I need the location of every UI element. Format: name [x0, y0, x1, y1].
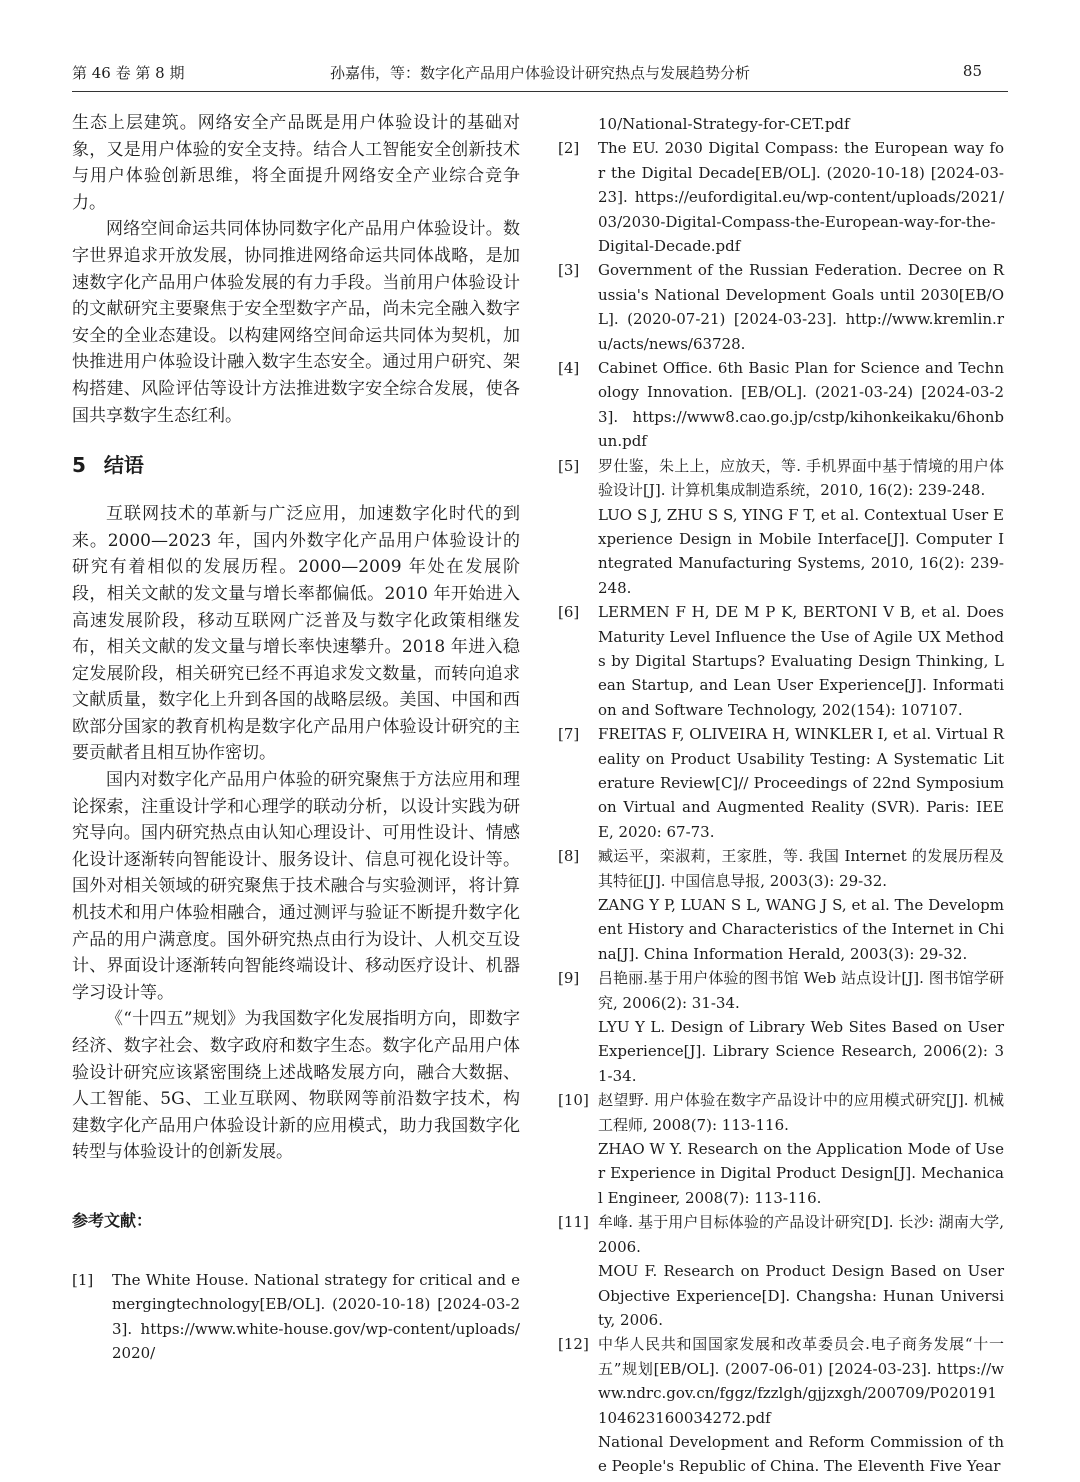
header-rule [72, 91, 1008, 92]
reference-item [558, 844, 1004, 966]
reference-item [558, 1332, 1004, 1478]
reference-text-en: ZHAO W Y. Research on the Application Mode of User Experience in Digital Product Design[J]. Mechanical Engineer, 2008(7): 113-116. [598, 1140, 1004, 1207]
reference-item [558, 1088, 1004, 1210]
reference-number: [7] [558, 725, 580, 744]
reference-item [558, 1210, 1004, 1332]
left-column [72, 110, 520, 1366]
reference-item [558, 258, 1004, 356]
reference-number: [12] [558, 1335, 589, 1354]
reference-text [598, 454, 1004, 600]
reference-item [558, 722, 1004, 844]
reference-text [598, 600, 1004, 722]
reference-item [558, 966, 1004, 1088]
reference-item [558, 600, 1004, 722]
page-number: 85 [962, 62, 982, 80]
reference-text-zh: 中华人民共和国国家发展和改革委员会.电子商务发展“十一五”规划[EB/OL]. (2007-06-01) [2024-03-23]. https://www.ndrc.gov.cn/fggz/fzzlgh/gjjzxgh/200709/P020191104623160034272.pdf [598, 1335, 1004, 1427]
reference-text [598, 966, 1004, 1088]
reference-text [598, 1332, 1004, 1478]
reference-text-en: Cabinet Office. 6th Basic Plan for Science and Technology Innovation. [EB/OL]. (2021-03-24) [2024-03-23]. https://www8.cao.go.jp/cstp/kihonkeikaku/6honbun.pdf [598, 359, 1004, 451]
reference-number: [1] [72, 1270, 94, 1289]
reference-text-zh: 赵望野. 用户体验在数字产品设计中的应用模式研究[J]. 机械工程师, 2008(7): 113-116. [598, 1091, 1004, 1134]
reference-text-en: LYU Y L. Design of Library Web Sites Based on User Experience[J]. Library Science Research, 2006(2): 31-34. [598, 1018, 1004, 1085]
reference-text-en: Government of the Russian Federation. Decree on Russia's National Development Goals until 2030[EB/OL]. (2020-07-21) [2024-03-23]. http://www.kremlin.ru/acts/news/63728. [598, 261, 1004, 353]
reference-text-en: ZANG Y P, LUAN S L, WANG J S, et al. The Development History and Characteristics of the Internet in China[J]. China Information Herald, 2003(3): 29-32. [598, 896, 1004, 963]
reference-text-zh: 罗仕鉴，朱上上，应放天，等. 手机界面中基于情境的用户体验设计[J]. 计算机集成制造系统，2010, 16(2): 239-248. [598, 456, 1004, 500]
journal-volume-issue: 第 46 卷 第 8 期 [72, 64, 185, 82]
reference-number: [4] [558, 359, 580, 378]
section-heading [72, 451, 520, 479]
reference-continuation: 10/National-Strategy-for-CET.pdf [598, 115, 850, 133]
paragraph: 互联网技术的革新与广泛应用，加速数字化时代的到来。2000—2023 年，国内外数字化产品用户体验设计的研究有着相似的发展历程。2000—2009 年处在发展阶段，相关文献的发文量与增长率都偏低。2010 年开始进入高速发展阶段，移动互联网广泛普及与数字化政策相继发布，相关文献的发文量与增长率快速攀升。2018 年进入稳定发展阶段，相关研究已经不再追求发文数量，而转向追求文献质量，数字化上升到各国的战略层级。美国、中国和西欧部分国家的教育机构是数字化产品用户体验设计研究的主要贡献者且相互协作密切。 [72, 504, 520, 764]
reference-text-en: National Development and Reform Commission of the People's Republic of China. The Eleventh Five Year [598, 1432, 1004, 1476]
paragraph: 《“十四五”规划》为我国数字化发展指明方向，即数字经济、数字社会、数字政府和数字生态。数字化产品用户体验设计研究应该紧密围绕上述战略发展方向，融合大数据、人工智能、5G、工业互联网、物联网等前沿数字技术，构建数字化产品用户体验设计新的应用模式，助力我国数字化转型与体验设计的创新发展。 [72, 1009, 520, 1163]
reference-number: [5] [558, 456, 580, 475]
reference-number: [3] [558, 261, 580, 280]
reference-text-zh: 吕艳丽.基于用户体验的图书馆 Web 站点设计[J]. 图书馆学研究, 2006(2): 31-34. [598, 969, 1004, 1012]
paragraph: 网络空间命运共同体协同数字化产品用户体验设计。数字世界追求开放发展，协同推进网络命运共同体战略，是加速数字化产品用户体验发展的有力手段。当前用户体验设计的文献研究主要聚焦于安全型数字产品，尚未完全融入数字安全的全业态建设。以构建网络空间命运共同体为契机，加快推进用户体验设计融入数字生态安全。通过用户研究、架构搭建、风险评估等设计方法推进数字安全综合发展，使各国共享数字生态红利。 [72, 219, 520, 426]
section-title: 结语 [103, 453, 144, 478]
reference-text [598, 136, 1004, 258]
reference-number: [11] [558, 1213, 589, 1232]
reference-list [558, 136, 1004, 1478]
section-number: 5 [72, 453, 86, 478]
reference-text-en: MOU F. Research on Product Design Based on User Objective Experience[D]. Changsha: Hunan University, 2006. [598, 1262, 1004, 1329]
paragraph: 生态上层建筑。网络安全产品既是用户体验设计的基础对象，又是用户体验的安全支持。结合人工智能安全创新技术与用户体验创新思维，将全面提升网络安全产业综合竞争力。 [72, 113, 520, 213]
reference-text [598, 258, 1004, 356]
reference-text [598, 1088, 1004, 1210]
reference-text-en: The EU. 2030 Digital Compass: the European way for the Digital Decade[EB/OL]. (2020-10-18) [2024-03-23]. https://eufordigital.eu/wp-content/uploads/2021/03/2030-Digital-Compass-the-European-way-for-the-Digital-Decade.pdf [598, 139, 1004, 256]
references-heading: 参考文献： [72, 1210, 153, 1230]
reference-text [598, 1210, 1004, 1332]
reference-number: [6] [558, 603, 580, 622]
reference-text-zh: 臧运平，栾淑莉，王家胜，等. 我国 Internet 的发展历程及其特征[J]. 中国信息导报, 2003(3): 29-32. [598, 847, 1004, 890]
reference-text: The White House. National strategy for critical and emergingtechnology[EB/OL]. (2020-10-18) [2024-03-23]. https://www.white-house.gov/wp-content/uploads/2020/ [112, 1270, 520, 1363]
reference-text [598, 722, 1004, 844]
reference-text [598, 844, 1004, 966]
reference-text-zh: 牟峰. 基于用户目标体验的产品设计研究[D]. 长沙: 湖南大学, 2006. [598, 1213, 1004, 1256]
reference-text-en: LUO S J, ZHU S S, YING F T, et al. Contextual User Experience Design in Mobile Interface[J]. Computer Integrated Manufacturing Systems, 2010, 16(2): 239-248. [598, 505, 1004, 597]
right-column [558, 112, 1004, 1479]
running-header [72, 60, 1008, 90]
reference-item [558, 454, 1004, 600]
reference-number: [8] [558, 847, 580, 866]
reference-number: [2] [558, 139, 580, 158]
paragraph: 国内对数字化产品用户体验的研究聚焦于方法应用和理论探索，注重设计学和心理学的联动分析，以设计实践为研究导向。国内研究热点由认知心理设计、可用性设计、情感化设计逐渐转向智能设计、服务设计、信息可视化设计等。国外对相关领域的研究聚焦于技术融合与实验测评，将计算机技术和用户体验相融合，通过测评与验证不断提升数字化产品的用户满意度。国外研究热点由行为设计、人机交互设计、界面设计逐渐转向智能终端设计、移动医疗设计、机器学习设计等。 [72, 770, 520, 1003]
reference-text-en: LERMEN F H, DE M P K, BERTONI V B, et al. Does Maturity Level Influence the Use of Agile UX Methods by Digital Startups? Evaluating Design Thinking, Lean Startup, and Lean User Experience[J]. Information and Software Technology, 202(154): 107107. [598, 603, 1004, 719]
reference-item [558, 136, 1004, 258]
reference-item [72, 1268, 520, 1366]
reference-item [558, 356, 1004, 454]
running-title: 孙嘉伟，等：数字化产品用户体验设计研究热点与发展趋势分析 [329, 64, 750, 82]
reference-list [72, 1268, 520, 1366]
reference-number: [10] [558, 1091, 589, 1110]
reference-number: [9] [558, 969, 580, 988]
reference-text-en: FREITAS F, OLIVEIRA H, WINKLER I, et al. Virtual Reality on Product Usability Testing: A Systematic Literature Review[C]// Proceedings of 22nd Symposium on Virtual and Augmented Reality (SVR). Paris: IEEE, 2020: 67-73. [598, 725, 1004, 841]
reference-text [598, 356, 1004, 454]
